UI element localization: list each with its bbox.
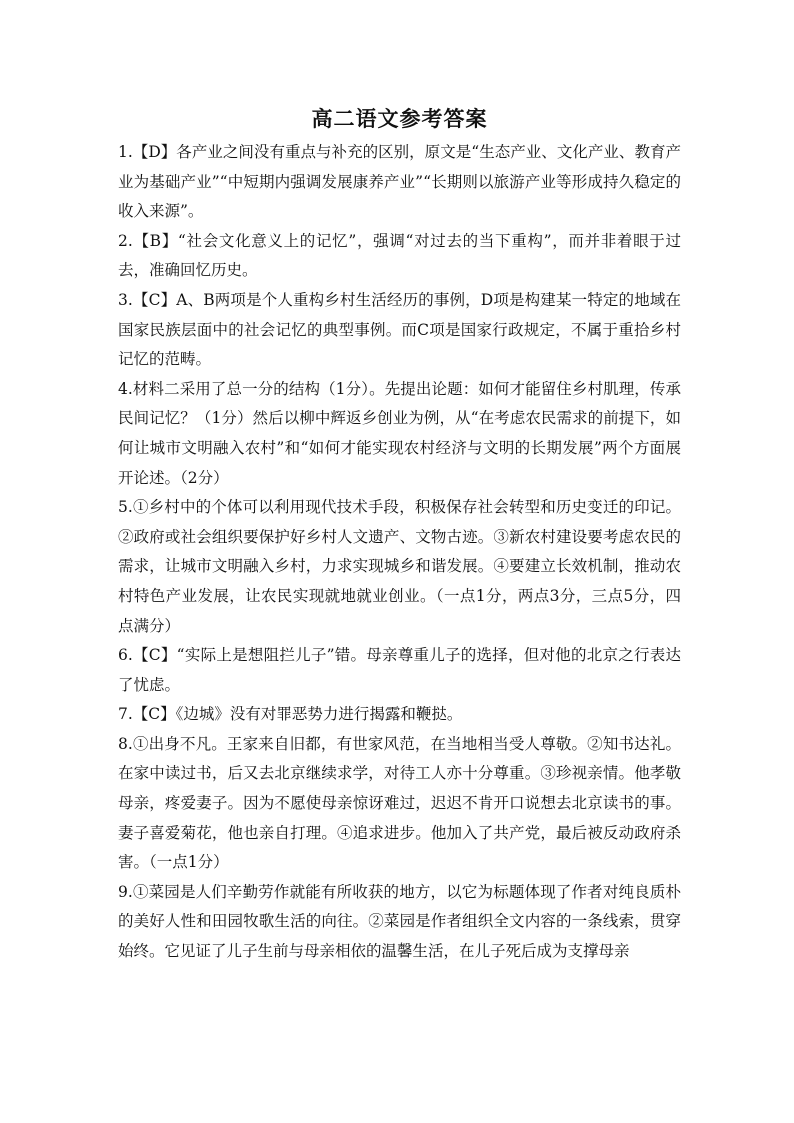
answer-text: 8.①出身不凡。王家来自旧都，有世家风范，在当地相当受人尊敬。②知书达礼。在家中读过书，后又去北京继续求学，对待工人亦十分尊重。③珍视亲情。他孝敬母亲，疼爱妻子。因为不愿使母亲惊讶难过，迟迟不肯开口说想去北京读书的事。妻子喜爱菊花，他也亲自打理。④追求进步。他加入了共产党，最后被反动政府杀害。（一点1分） (118, 734, 681, 872)
answer-text: 2.【B】“社会文化意义上的记忆”，强调“对过去的当下重构”，而并非着眼于过去，准确回忆历史。 (118, 231, 681, 280)
answer-item-2 (118, 227, 681, 286)
answer-item-7 (118, 700, 681, 730)
answer-item-1 (118, 138, 681, 227)
answer-text: 4.材料二采用了总一分的结构（1分）。先提出论题：如何才能留住乡村肌理，传承民间记忆？（1分）然后以柳中辉返乡创业为例，从“在考虑农民需求的前提下，如何让城市文明融入农村”和“如何才能实现农村经济与文明的长期发展”两个方面展开论述。（2分） (118, 379, 681, 487)
answer-item-5 (118, 493, 681, 641)
answer-text: 7.【C】《边城》没有对罪恶势力进行揭露和鞭挞。 (118, 705, 463, 724)
answer-item-4 (118, 375, 681, 493)
page-title: 高二语文参考答案 (311, 106, 488, 131)
answer-text: 9.①菜园是人们辛勤劳作就能有所收获的地方，以它为标题体现了作者对纯良质朴的美好人性和田园牧歌生活的向往。②菜园是作者组织全文内容的一条线索，贯穿始终。它见证了儿子生前与母亲相依的温馨生活，在儿子死后成为支撑母亲 (118, 882, 681, 961)
answer-item-9 (118, 878, 681, 967)
answer-item-3 (118, 286, 681, 375)
answer-text: 1.【D】各产业之间没有重点与补充的区别，原文是“生态产业、文化产业、教育产业为基础产业”“中短期内强调发展康养产业”“长期则以旅游产业等形成持久稳定的收入来源”。 (118, 143, 681, 221)
answer-item-6 (118, 641, 681, 700)
answer-text: 5.①乡村中的个体可以利用现代技术手段，积极保存社会转型和历史变迁的印记。②政府或社会组织要保护好乡村人文遗产、文物古迹。③新农村建设要考虑农民的需求，让城市文明融入乡村，力求实现城乡和谐发展。④要建立长效机制，推动农村特色产业发展，让农民实现就地就业创业。（一点1分，两点3分，三点5分，四点满分） (118, 498, 681, 635)
answer-text: 3.【C】A、B两项是个人重构乡村生活经历的事例，D项是构建某一特定的地域在国家民族层面中的社会记忆的典型事例。而C项是国家行政规定，不属于重拾乡村记忆的范畴。 (118, 290, 681, 369)
answer-text: 6.【C】“实际上是想阻拦儿子”错。母亲尊重儿子的选择，但对他的北京之行表达了忧虑。 (118, 646, 681, 694)
answer-list (118, 138, 681, 967)
answer-item-8 (118, 730, 681, 878)
